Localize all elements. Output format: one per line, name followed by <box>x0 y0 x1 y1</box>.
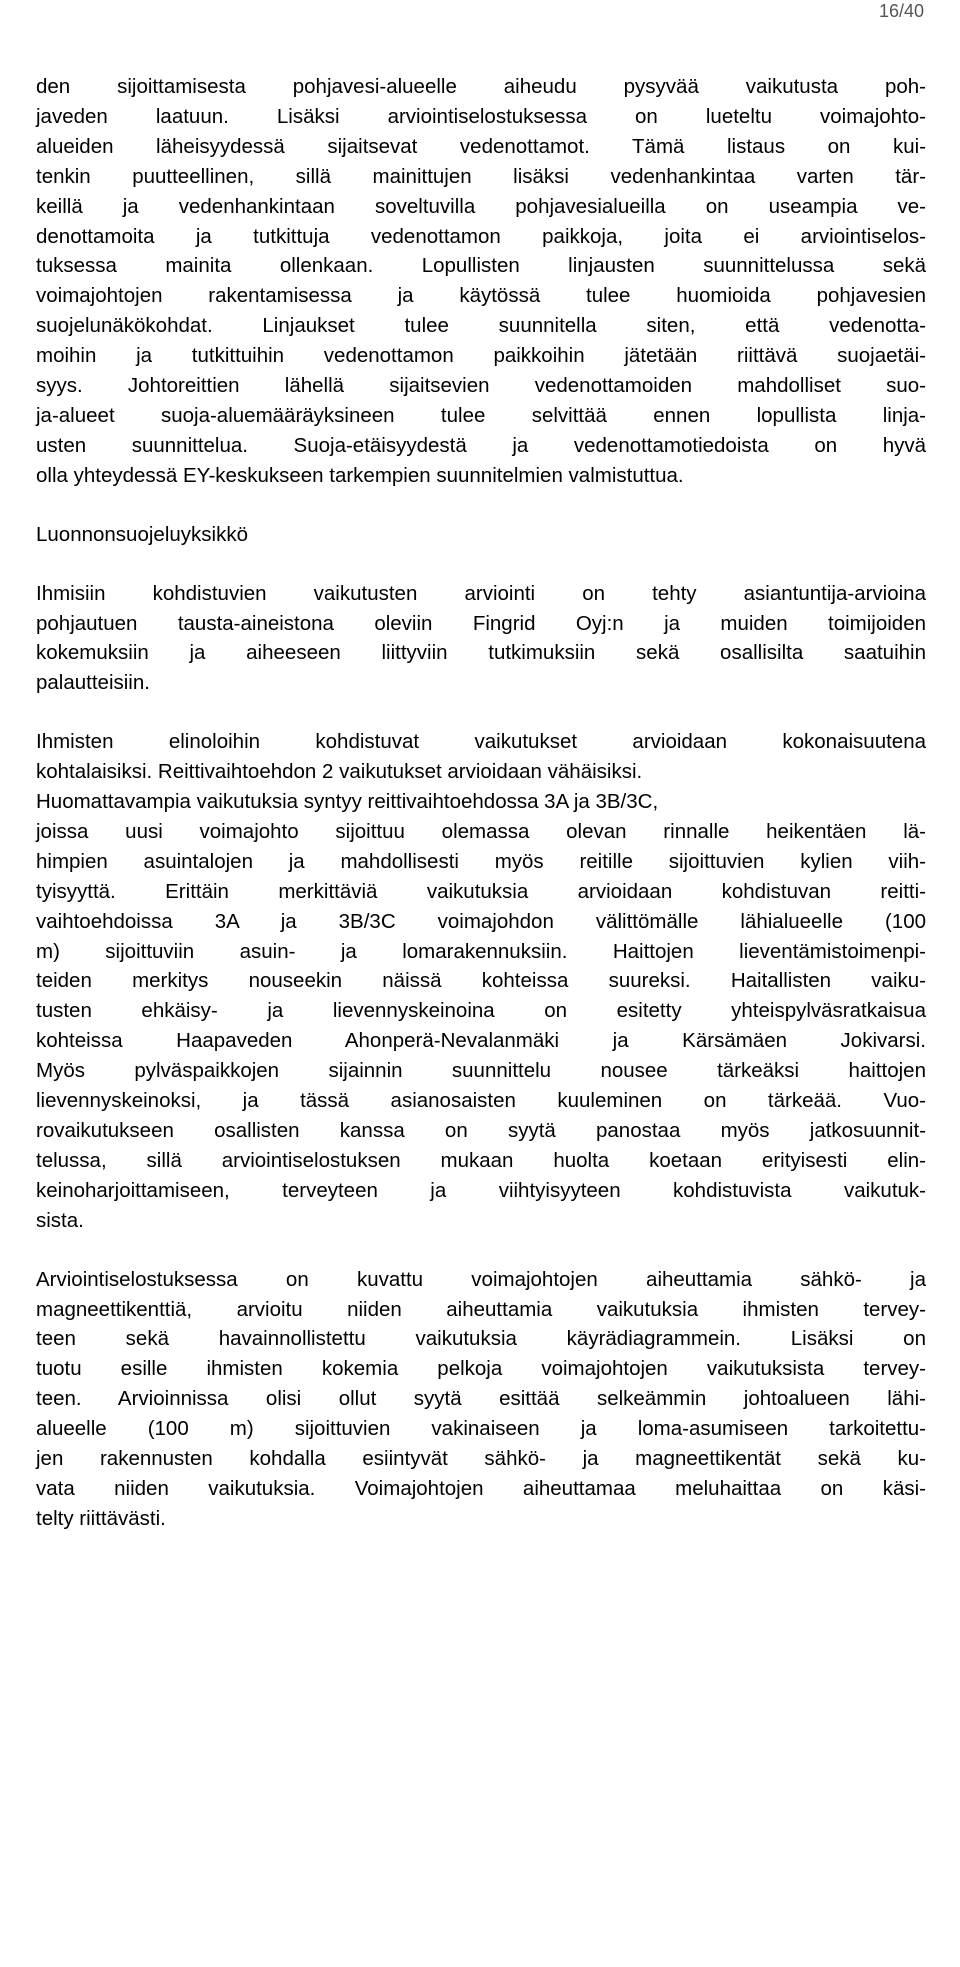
text-line: joissa uusi voimajohto sijoittuu olemassa olevan rinnalle heikentäen lä- <box>36 819 926 843</box>
text-line: tyisyyttä. Erittäin merkittäviä vaikutuksia arvioidaan kohdistuvan reitti- <box>36 879 926 903</box>
text-line: telussa, sillä arviointiselostuksen mukaan huolta koetaan erityisesti elin- <box>36 1148 926 1172</box>
text-line: sista. <box>36 1208 84 1232</box>
paragraph-electromagnetic-fields <box>36 1265 926 1534</box>
paragraph-groundwater <box>36 72 926 491</box>
text-line: telty riittävästi. <box>36 1506 166 1530</box>
page-number: 16/40 <box>878 1 924 21</box>
text-line: usten suunnittelua. Suoja-etäisyydestä ja vedenottamotiedoista on hyvä <box>36 433 926 457</box>
text-line: keinoharjoittamiseen, terveyteen ja viihtyisyyteen kohdistuvista vaikutuk- <box>36 1178 926 1202</box>
text-line: magneettikenttiä, arvioitu niiden aiheuttamia vaikutuksia ihmisten tervey- <box>36 1297 926 1321</box>
text-line: Arviointiselostuksessa on kuvattu voimajohtojen aiheuttamia sähkö- ja <box>36 1267 926 1291</box>
text-line: pohjautuen tausta-aineistona oleviin Fingrid Oyj:n ja muiden toimijoiden <box>36 611 926 635</box>
text-line: voimajohtojen rakentamisessa ja käytössä tulee huomioida pohjavesien <box>36 284 926 308</box>
text-line: teen sekä havainnollistettu vaikutuksia käyrädiagrammein. Lisäksi on <box>36 1327 926 1351</box>
text-line: tuotu esille ihmisten kokemia pelkoja voimajohtojen vaikutuksista tervey- <box>36 1357 926 1381</box>
text-line: den sijoittamisesta pohjavesi-alueelle aiheudu pysyvää vaikutusta poh- <box>36 75 926 98</box>
text-line: javeden laatuun. Lisäksi arviointiselostuksessa on lueteltu voimajohto- <box>36 104 926 128</box>
text-line: Ihmisiin kohdistuvien vaikutusten arviointi on tehty asiantuntija-arvioina <box>36 581 926 605</box>
document-body <box>36 72 926 1563</box>
text-line: tusten ehkäisy- ja lievennyskeinoina on esitetty yhteispylväsratkaisua <box>36 999 926 1023</box>
text-line: keillä ja vedenhankintaan soveltuvilla pohjavesialueilla on useampia ve- <box>36 194 926 218</box>
text-line: denottamoita ja tutkittuja vedenottamon paikkoja, joita ei arviointiselos- <box>36 224 926 248</box>
text-line: m) sijoittuviin asuin- ja lomarakennuksiin. Haittojen lieventämistoimenpi- <box>36 939 926 963</box>
paragraph-living-conditions <box>36 727 926 1235</box>
text-line: lievennyskeinoksi, ja tässä asianosaisten kuuleminen on tärkeää. Vuo- <box>36 1089 926 1113</box>
text-line: kohtalaisiksi. Reittivaihtoehdon 2 vaikutukset arvioidaan vähäisiksi. <box>36 760 643 784</box>
text-line: moihin ja tutkittuihin vedenottamon paikkoihin jätetään riittävä suojaetäi- <box>36 344 926 368</box>
text-line: syys. Johtoreittien lähellä sijaitsevien vedenottamoiden mahdolliset suo- <box>36 374 926 398</box>
text-line: jen rakennusten kohdalla esiintyvät sähkö- ja magneettikentät sekä ku- <box>36 1447 926 1471</box>
text-line: Ihmisten elinoloihin kohdistuvat vaikutukset arvioidaan kokonaisuutena <box>36 730 926 754</box>
text-line: kohteissa Haapaveden Ahonperä-Nevalanmäki ja Kärsämäen Jokivarsi. <box>36 1029 926 1053</box>
text-line: olla yhteydessä EY-keskukseen tarkempien suunnitelmien valmistuttua. <box>36 463 684 487</box>
text-line: Myös pylväspaikkojen sijainnin suunnittelu nousee tärkeäksi haittojen <box>36 1059 926 1083</box>
text-line: himpien asuintalojen ja mahdollisesti myös reitille sijoittuvien kylien viih- <box>36 849 926 873</box>
text-line: ja-alueet suoja-aluemääräyksineen tulee selvittää ennen lopullista linja- <box>36 403 926 427</box>
section-heading: Luonnonsuojeluyksikkö <box>36 522 248 546</box>
text-line: tuksessa mainita ollenkaan. Lopullisten linjausten suunnittelussa sekä <box>36 254 926 278</box>
text-line: vaihtoehdoissa 3A ja 3B/3C voimajohdon välittömälle lähialueelle (100 <box>36 909 926 933</box>
text-line: suojelunäkökohdat. Linjaukset tulee suunnitella siten, että vedenotta- <box>36 314 926 338</box>
text-line: Huomattavampia vaikutuksia syntyy reittivaihtoehdossa 3A ja 3B/3C, <box>36 790 659 814</box>
text-line: vata niiden vaikutuksia. Voimajohtojen aiheuttamaa meluhaittaa on käsi- <box>36 1476 926 1500</box>
text-line: alueiden läheisyydessä sijaitsevat vedenottamot. Tämä listaus on kui- <box>36 134 926 158</box>
text-line: kokemuksiin ja aiheeseen liittyviin tutkimuksiin sekä osallisilta saatuihin <box>36 641 926 665</box>
text-line: teen. Arvioinnissa olisi ollut syytä esittää selkeämmin johtoalueen lähi- <box>36 1387 926 1411</box>
text-line: tenkin puutteellinen, sillä mainittujen lisäksi vedenhankintaa varten tär- <box>36 164 926 188</box>
text-line: teiden merkitys nouseekin näissä kohteissa suureksi. Haitallisten vaiku- <box>36 969 926 993</box>
text-line: palautteisiin. <box>36 671 150 695</box>
text-line: rovaikutukseen osallisten kanssa on syytä panostaa myös jatkosuunnit- <box>36 1119 926 1142</box>
paragraph-assessment-basis <box>36 579 926 699</box>
text-line: alueelle (100 m) sijoittuvien vakinaiseen ja loma-asumiseen tarkoitettu- <box>36 1417 926 1441</box>
